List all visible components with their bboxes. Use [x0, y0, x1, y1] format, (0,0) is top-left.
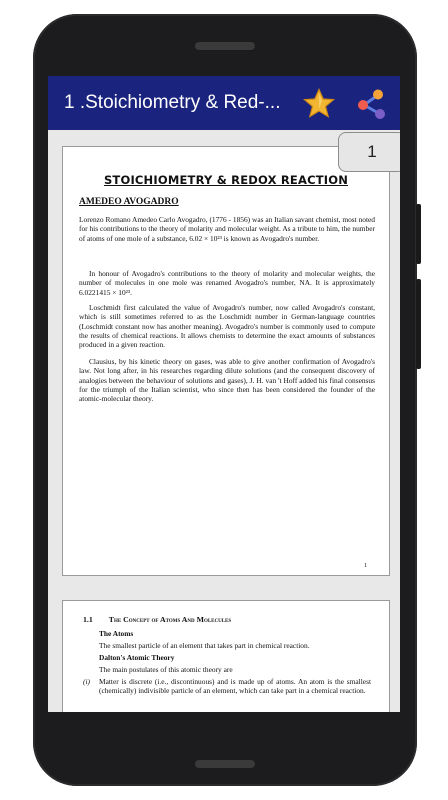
section-title: The Concept of Atoms And Molecules: [108, 615, 232, 624]
section-heading: AMEDEO AVOGADRO: [79, 197, 179, 207]
list-item-number: (i): [83, 677, 90, 686]
speaker-grille: [195, 42, 255, 50]
document-title: STOICHIOMETRY & REDOX REACTION: [103, 173, 349, 187]
screen: [48, 76, 400, 712]
pdf-page-1[interactable]: [62, 146, 390, 576]
bottom-speaker-grille: [195, 760, 255, 768]
app-bar: [48, 76, 400, 130]
section-heading-2: [83, 615, 231, 624]
postulates-intro: The main postulates of this atomic theory are: [99, 665, 233, 674]
page-number-badge: 1: [338, 132, 400, 172]
paragraph-3: Loschmidt first calculated the value of Avogadro's number, now called Avogadro's constant, which is still sometimes referred to as the Loschmidt number in German-language countries (Loschmidt constant now has another meaning). Avogadro's number is commonly used to compute the results of chemical reactions. It allows chemists to determine the exact amounts of substances produced in a given reaction.: [79, 303, 375, 350]
paragraph-2: In honour of Avogadro's contributions to the theory of molarity and molecular weights, the number of molecules in one mole was renamed Avogadro's number, NA. It is approximately 6.0221415 × 10²³.: [79, 269, 375, 297]
pdf-page-2[interactable]: [62, 600, 390, 712]
list-item-text: Matter is discrete (i.e., discontinuous) and is made up of atoms. An atom is the smallest (chemically) indivisible particle of an element, which can take part in a chemical reaction.: [99, 677, 371, 696]
page-number: 1: [364, 563, 367, 569]
power-button: [416, 204, 421, 264]
share-icon[interactable]: [356, 88, 388, 120]
paragraph-4: Clausius, by his kinetic theory on gases, was able to give another confirmation of Avogadro's law. Not long after, in his researches regarding dilute solutions (and the consequent discovery of analogies between the behaviour of solutions and gases), J. H. van 't Hoff added his final consensus for the triumph of the Italian scientist, who since then has been considered the founder of the atomic-molecular theory.: [79, 357, 375, 404]
volume-button: [416, 279, 421, 369]
section-number: 1.1: [83, 615, 93, 624]
app-bar-title: 1 .Stoichiometry & Red-...: [64, 92, 281, 113]
subheading-dalton: Dalton's Atomic Theory: [99, 653, 175, 662]
subheading-atoms: The Atoms: [99, 629, 134, 638]
star-icon[interactable]: [303, 88, 335, 120]
paragraph-1: Lorenzo Romano Amedeo Carlo Avogadro, (1776 - 1856) was an Italian savant chemist, most noted for his contributions to the theory of molarity and molecular weight. As a tribute to him, the number of atoms of one mole of a substance, 6.02 × 10²³ is known as Avogadro's number.: [79, 215, 375, 243]
definition-line: The smallest particle of an element that takes part in chemical reaction.: [99, 641, 310, 650]
